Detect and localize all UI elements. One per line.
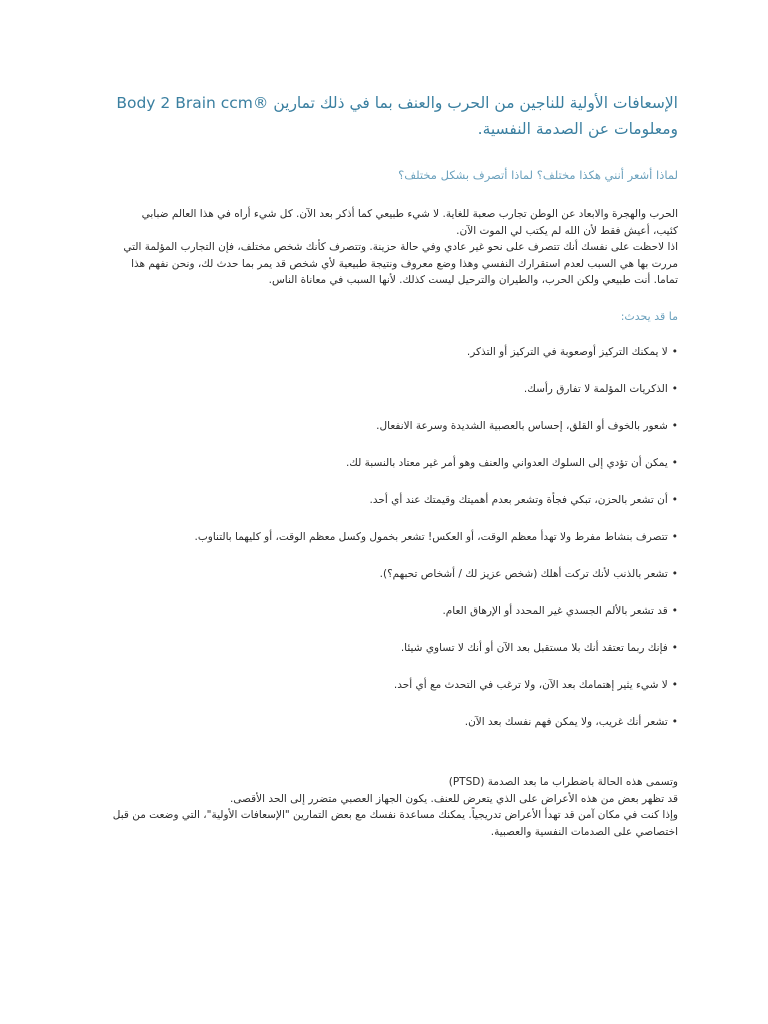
list-item-text: تتصرف بنشاط مفرط ولا تهدأ معظم الوقت، أو العكس! تشعر بخمول وكسل معظم الوقت، أو كليهما بالتناوب. — [194, 530, 668, 543]
bullet-icon: • — [671, 382, 678, 395]
list-item-text: الذكريات المؤلمة لا تفارق رأسك. — [523, 382, 668, 395]
document-title: الإسعافات الأولية للناجين من الحرب والعنف بما في ذلك تمارين ®Body 2 Brain ccm ومعلومات عن الصدمة النفسية. — [116, 94, 678, 138]
outro-line: وتسمى هذه الحالة باضطراب ما بعد الصدمة (PTSD) — [448, 775, 678, 788]
intro-line: الحرب والهجرة والابعاد عن الوطن تجارب صعبة للغاية. لا شيء طبيعي كما أذكر بعد الآن. كل شيء أراه في هذا العالم ضبابي — [141, 208, 678, 220]
list-item — [96, 493, 678, 530]
list-item-text: يمكن أن تؤدي إلى السلوك العدواني والعنف وهو أمر غير معتاد بالنسبة لك. — [345, 456, 668, 469]
list-item — [96, 530, 678, 567]
bullet-icon: • — [671, 715, 678, 728]
symptoms-list — [96, 345, 678, 752]
bullet-icon: • — [671, 641, 678, 654]
outro-line: وإذا كنت في مكان آمن قد تهدأ الأعراض تدريجياً. يمكنك مساعدة نفسك مع بعض التمارين "الإسعافات الأولية"، التي وضعت من قبل — [112, 809, 678, 822]
bullet-icon: • — [671, 567, 678, 580]
list-item-text: لا شيء يثير إهتمامك بعد الآن، ولا ترغب في التحدث مع أي أحد. — [393, 678, 668, 691]
intro-line: تماما. أنت طبيعي ولكن الحرب، والطيران والترحيل ليست كذلك. لأنها السبب في معاناة الناس. — [268, 274, 678, 287]
list-item-text: تشعر بالذنب لأنك تركت أهلك (شخص عزيز لك / أشخاص تحبهم؟). — [379, 567, 668, 580]
bullet-icon: • — [671, 419, 678, 432]
document-page — [96, 90, 678, 840]
subtitle-question: لماذا أشعر أنني هكذا مختلف؟ لماذا أتصرف بشكل مختلف؟ — [398, 168, 678, 182]
intro-paragraph — [96, 206, 678, 289]
intro-line: اذا لاحظت على نفسك أنك تتصرف على نحو غير عادي وفي حالة حزينة. وتتصرف كأنك شخص مختلف، فإن التجارب المؤلمة التي — [123, 241, 678, 254]
list-item — [96, 456, 678, 493]
list-item — [96, 641, 678, 678]
list-item — [96, 715, 678, 752]
list-item — [96, 345, 678, 382]
bullet-icon: • — [671, 604, 678, 617]
bullet-icon: • — [671, 530, 678, 543]
bullet-icon: • — [671, 456, 678, 469]
list-item-text: شعور بالخوف أو القلق، إحساس بالعصبية الشديدة وسرعة الانفعال. — [376, 419, 668, 432]
list-item — [96, 382, 678, 419]
intro-line: كئيب، أعيش فقط لأن الله لم يكتب لي الموت الآن. — [456, 224, 678, 237]
bullet-icon: • — [671, 493, 678, 506]
list-item — [96, 419, 678, 456]
list-item-text: أن تشعر بالحزن، تبكي فجأة وتشعر بعدم أهميتك وقيمتك عند أي أحد. — [369, 493, 668, 506]
bullet-icon: • — [671, 345, 678, 358]
list-item — [96, 604, 678, 641]
ptsd-paragraph — [96, 774, 678, 840]
list-item-text: قد تشعر بالألم الجسدي غير المحدد أو الإرهاق العام. — [442, 604, 668, 617]
section-heading: ما قد يحدث: — [620, 309, 678, 323]
list-item-text: فإنك ربما تعتقد أنك بلا مستقبل بعد الآن أو أنك لا تساوي شيئا. — [400, 641, 668, 654]
list-item-text: تشعر أنك غريب، ولا يمكن فهم نفسك بعد الآن. — [464, 715, 668, 728]
intro-line: مررت بها هي السبب لعدم استقرارك النفسي وهذا وضع معروف ونتيجة طبيعية لأي شخص قد يمر بما حدث لك، ونحن نفهم هذا — [131, 257, 678, 270]
list-item-text: لا يمكنك التركيز أوصعوبة في التركيز أو التذكر. — [466, 345, 668, 358]
list-item — [96, 567, 678, 604]
outro-line: قد تظهر بعض من هذه الأعراض على الذي يتعرض للعنف. يكون الجهاز العصبي متضرر إلى الحد الأقصى. — [229, 792, 678, 805]
list-item — [96, 678, 678, 715]
bullet-icon: • — [671, 678, 678, 691]
outro-line: اختصاصي على الصدمات النفسية والعصبية. — [490, 825, 678, 838]
